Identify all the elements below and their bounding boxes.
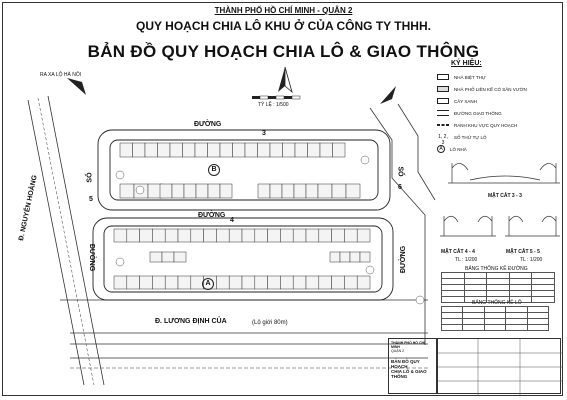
lot	[330, 252, 340, 262]
stamp-city: THÀNH PHỐ HỒ CHÍ MINH	[391, 341, 426, 349]
lot	[270, 143, 283, 157]
lot	[127, 229, 140, 242]
lot	[178, 276, 191, 289]
lot	[208, 184, 220, 198]
lot	[344, 276, 357, 289]
legend-title: KÝ HIỆU:	[451, 60, 482, 67]
lot	[233, 143, 246, 157]
lot	[319, 276, 332, 289]
legend-item	[437, 119, 559, 131]
lot	[120, 184, 134, 198]
lot	[145, 143, 158, 157]
roads-table-title: BẢNG THỐNG KÊ ĐƯỜNG	[465, 266, 528, 272]
road-3-number: 3	[262, 130, 266, 137]
lot	[165, 276, 178, 289]
section-3-3	[448, 163, 560, 183]
section-4-4-title: MẶT CẮT 4 - 4	[441, 249, 475, 255]
lot	[332, 276, 345, 289]
arrow-icon	[380, 86, 396, 104]
lot	[162, 252, 174, 262]
lot	[178, 229, 191, 242]
lot	[255, 276, 268, 289]
lot	[174, 252, 186, 262]
lot	[114, 276, 127, 289]
legend-swatch: 1, 2, 3	[438, 134, 448, 146]
road-4-number: 4	[230, 217, 234, 224]
lot	[280, 276, 293, 289]
map-title: BẢN ĐỒ QUY HOẠCH CHIA LÔ & GIAO THÔNG	[87, 42, 480, 61]
lot	[191, 229, 204, 242]
road-luong-dinh-cua	[60, 300, 428, 368]
lot	[165, 229, 178, 242]
roads-table	[441, 272, 555, 303]
lot	[333, 143, 346, 157]
lot	[268, 229, 281, 242]
lots-table	[441, 306, 549, 331]
legend-swatch	[437, 74, 449, 80]
lot	[127, 276, 140, 289]
lot	[318, 184, 332, 198]
legend-item	[437, 83, 559, 95]
section-4-4	[440, 216, 496, 236]
lot	[306, 229, 319, 242]
lot	[258, 184, 270, 198]
lot	[184, 184, 196, 198]
legend-label: SỐ THỨ TỰ LÔ	[454, 134, 487, 140]
lot	[150, 252, 162, 262]
lot	[140, 229, 153, 242]
lot	[120, 143, 133, 157]
road-nguyen-hoang-label: Đ. NGUYỄN HOÀNG	[18, 174, 39, 242]
stamp-title-2: CHIA LÔ & GIAO THÔNG	[391, 369, 427, 379]
city-heading: THÀNH PHỐ HỒ CHÍ MINH - QUẬN 2	[214, 6, 353, 15]
legend-swatch	[437, 86, 449, 92]
lot	[114, 229, 127, 242]
legend-label: ĐƯỜNG GIAO THÔNG	[454, 110, 502, 116]
lot	[293, 276, 306, 289]
lot	[255, 229, 268, 242]
stamp-title-1: BẢN ĐỒ QUY HOẠCH	[391, 359, 420, 369]
lot	[306, 184, 318, 198]
legend-label: LÔ NHÀ	[450, 146, 467, 152]
lot	[319, 229, 332, 242]
lot	[160, 184, 172, 198]
legend-item	[437, 95, 559, 107]
lot	[204, 229, 217, 242]
lot	[306, 276, 319, 289]
lots-table-title: BẢNG THỐNG KÊ LÔ	[472, 300, 522, 306]
lot	[270, 184, 282, 198]
lot	[346, 184, 360, 198]
road-3-label: ĐƯỜNG	[194, 121, 222, 128]
legend-item	[437, 131, 559, 146]
legend-swatch	[437, 124, 449, 126]
lot	[158, 143, 171, 157]
lot	[245, 143, 258, 157]
section-5-5	[505, 216, 560, 236]
lot	[229, 229, 242, 242]
lot	[308, 143, 321, 157]
lot	[183, 143, 196, 157]
legend-item	[437, 143, 559, 155]
legend-swatch	[437, 110, 449, 116]
scale-bar	[252, 96, 300, 99]
section-5-5-scale: TL : 1/200	[520, 257, 543, 263]
lot	[320, 143, 333, 157]
legend-label: NHÀ BIỆT THỰ	[454, 74, 486, 80]
lot	[357, 276, 370, 289]
lot	[344, 229, 357, 242]
lot	[283, 143, 296, 157]
lot	[208, 143, 221, 157]
lot	[350, 252, 360, 262]
legend-label: CÂY XANH	[454, 98, 477, 104]
lot	[133, 143, 146, 157]
legend-label: NHÀ PHỐ LIÊN KẾ CÓ SÂN VƯỜN	[454, 86, 527, 92]
lot	[258, 143, 271, 157]
lot	[357, 229, 370, 242]
section-4-4-scale: TL : 1/200	[455, 257, 478, 263]
lot	[294, 184, 306, 198]
lot	[293, 229, 306, 242]
legend-swatch: A	[437, 145, 445, 153]
signature-block	[437, 338, 561, 394]
road-6-number: 6	[398, 184, 402, 191]
road-5-so: SỐ	[86, 172, 94, 183]
lot	[220, 143, 233, 157]
legend-item	[437, 71, 559, 83]
lot	[242, 229, 255, 242]
road-6-duong: ĐƯỜNG	[400, 245, 408, 274]
lot	[216, 229, 229, 242]
lot	[140, 276, 153, 289]
section-5-5-title: MẶT CẮT 5 - 5	[506, 249, 540, 255]
road-6-so: SỐ	[396, 166, 404, 177]
block-b-label: B	[208, 164, 220, 176]
lot	[242, 276, 255, 289]
road-width-note: (Lộ giới 80m)	[252, 320, 288, 326]
lot	[360, 252, 370, 262]
north-arrow-icon	[278, 67, 292, 92]
road-luong-dinh-cua-label: Đ. LƯƠNG ĐỊNH CỦA	[155, 318, 227, 325]
lot	[196, 184, 208, 198]
lot	[229, 276, 242, 289]
legend-item	[437, 107, 559, 119]
legend-swatch	[437, 98, 449, 104]
arrow-icon	[67, 78, 86, 95]
legend-label: RANH KHU VỰC QUY HOẠCH	[454, 122, 518, 128]
signature-grid	[438, 339, 562, 395]
lot	[152, 229, 165, 242]
scale-label: TỶ LỆ : 1/500	[258, 102, 289, 108]
lot	[268, 276, 281, 289]
road-5-number: 5	[89, 196, 93, 203]
stamp-district: QUẬN 2	[391, 349, 405, 353]
title-stamp	[388, 338, 437, 394]
road-4-label: ĐƯỜNG	[198, 212, 226, 219]
lot	[340, 252, 350, 262]
lot	[216, 276, 229, 289]
lot	[295, 143, 308, 157]
section-3-3-title: MẶT CẮT 3 - 3	[488, 193, 522, 199]
lot	[195, 143, 208, 157]
lot	[172, 184, 184, 198]
project-subtitle: QUY HOẠCH CHIA LÔ KHU Ở CỦA CÔNG TY THHH.	[136, 19, 431, 33]
direction-label: RA XA LỘ HÀ NỘI	[40, 72, 82, 78]
road-5-duong: ĐƯỜNG	[88, 243, 96, 272]
map-legend	[437, 60, 559, 155]
lot	[170, 143, 183, 157]
block-a-label: A	[202, 278, 214, 290]
lot	[332, 184, 346, 198]
lot	[280, 229, 293, 242]
lot	[220, 184, 232, 198]
lot	[282, 184, 294, 198]
lot	[332, 229, 345, 242]
lot	[152, 276, 165, 289]
